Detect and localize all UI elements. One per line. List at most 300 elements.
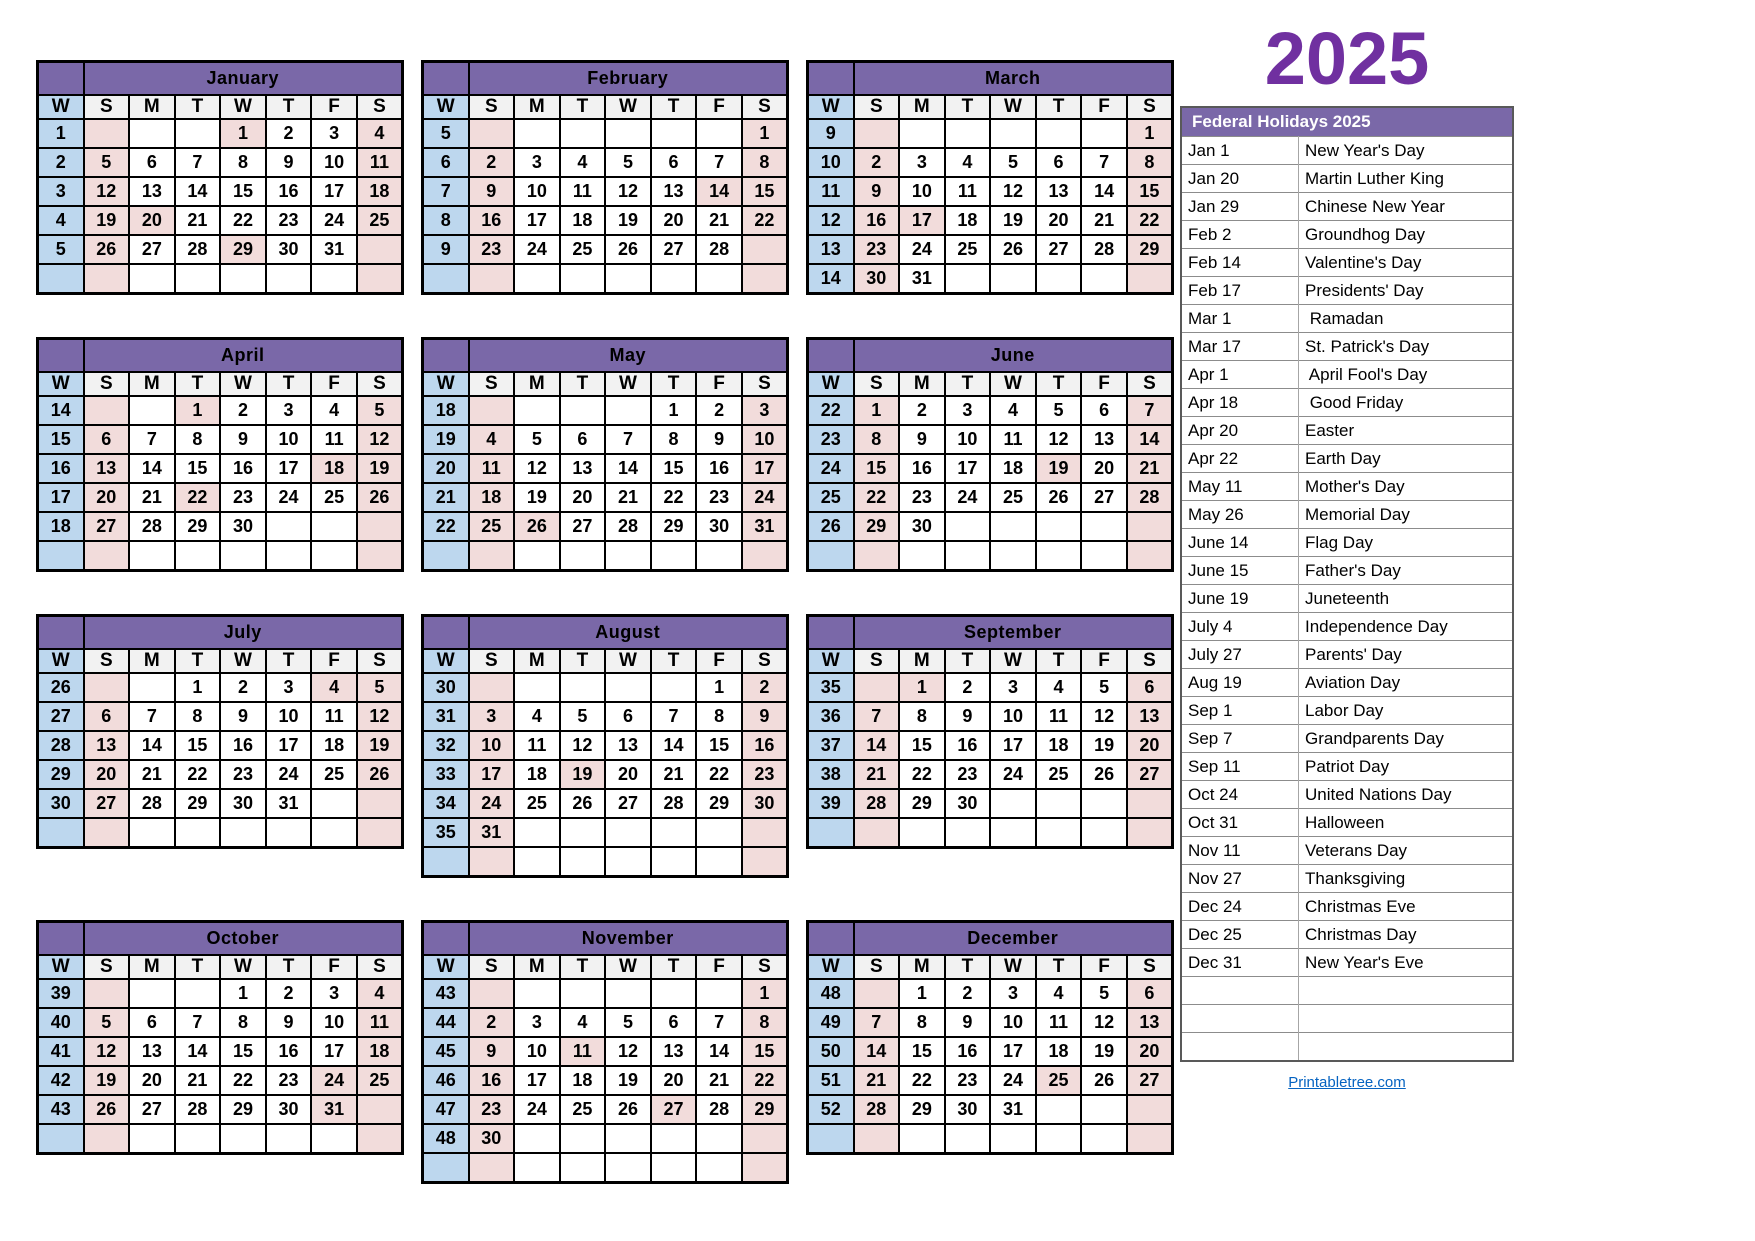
day-cell: 19 <box>84 206 130 235</box>
day-cell: 6 <box>129 1008 175 1037</box>
empty-day-cell <box>311 818 357 848</box>
day-cell: 19 <box>514 483 560 512</box>
day-cell: 2 <box>899 396 945 425</box>
holiday-name: Independence Day <box>1299 613 1514 641</box>
day-cell: 8 <box>175 425 221 454</box>
empty-day-cell <box>357 512 403 541</box>
day-cell: 26 <box>84 1095 130 1124</box>
day-cell: 21 <box>696 206 742 235</box>
day-cell: 4 <box>1036 673 1082 702</box>
day-header: T <box>560 95 606 119</box>
day-cell: 10 <box>514 1037 560 1066</box>
holiday-date: Nov 11 <box>1181 837 1299 865</box>
day-header: W <box>220 372 266 396</box>
day-cell: 31 <box>311 1095 357 1124</box>
week-row <box>423 396 788 425</box>
holiday-name: Earth Day <box>1299 445 1514 473</box>
empty-day-cell <box>696 541 742 571</box>
day-cell: 28 <box>696 1095 742 1124</box>
day-cell: 23 <box>469 1095 515 1124</box>
empty-day-cell <box>560 847 606 877</box>
day-cell: 8 <box>742 148 788 177</box>
day-header: F <box>311 649 357 673</box>
day-header: T <box>560 955 606 979</box>
day-cell: 23 <box>266 1066 312 1095</box>
day-cell: 23 <box>945 1066 991 1095</box>
week-number-cell: 25 <box>808 483 854 512</box>
week-number-cell: 35 <box>423 818 469 847</box>
day-cell: 25 <box>1036 1066 1082 1095</box>
day-cell: 11 <box>469 454 515 483</box>
day-cell: 14 <box>1081 177 1127 206</box>
day-cell: 1 <box>899 673 945 702</box>
week-number-cell: 42 <box>38 1066 84 1095</box>
empty-day-cell <box>560 264 606 294</box>
empty-day-cell <box>1036 818 1082 848</box>
empty-day-cell <box>84 119 130 148</box>
day-cell: 11 <box>990 425 1036 454</box>
empty-day-cell <box>266 541 312 571</box>
empty-day-cell <box>945 264 991 294</box>
day-cell: 4 <box>469 425 515 454</box>
day-cell: 9 <box>854 177 900 206</box>
holiday-row <box>1181 417 1513 445</box>
day-cell: 3 <box>945 396 991 425</box>
day-header: S <box>357 372 403 396</box>
day-cell: 21 <box>175 206 221 235</box>
empty-day-cell <box>357 818 403 848</box>
empty-day-cell <box>266 1124 312 1154</box>
week-row <box>38 425 403 454</box>
day-cell: 18 <box>990 454 1036 483</box>
empty-day-cell <box>899 1124 945 1154</box>
empty-day-cell <box>1036 541 1082 571</box>
week-row <box>423 1124 788 1153</box>
empty-day-cell <box>175 818 221 848</box>
day-cell: 16 <box>742 731 788 760</box>
empty-day-cell <box>220 264 266 294</box>
empty-day-cell <box>514 541 560 571</box>
week-row <box>423 235 788 264</box>
day-cell: 12 <box>84 1037 130 1066</box>
empty-day-cell <box>469 541 515 571</box>
week-number-cell: 18 <box>38 512 84 541</box>
day-header: T <box>175 955 221 979</box>
holiday-name: April Fool's Day <box>1299 361 1514 389</box>
holiday-row <box>1181 725 1513 753</box>
day-cell: 16 <box>945 1037 991 1066</box>
empty-day-cell <box>651 541 697 571</box>
day-header: F <box>1081 372 1127 396</box>
day-cell: 9 <box>945 702 991 731</box>
day-cell: 30 <box>266 235 312 264</box>
holiday-date: Aug 19 <box>1181 669 1299 697</box>
day-cell: 4 <box>311 673 357 702</box>
day-cell: 24 <box>990 760 1036 789</box>
holiday-date: May 26 <box>1181 501 1299 529</box>
day-cell: 9 <box>469 177 515 206</box>
holiday-row <box>1181 753 1513 781</box>
empty-day-cell <box>514 979 560 1008</box>
day-cell: 2 <box>696 396 742 425</box>
week-row <box>423 1037 788 1066</box>
holidays-panel <box>1180 17 1514 1092</box>
empty-day-cell <box>357 264 403 294</box>
day-header: M <box>129 649 175 673</box>
day-cell: 21 <box>651 760 697 789</box>
day-header-row <box>808 649 1173 673</box>
week-number-cell <box>38 541 84 571</box>
day-cell: 24 <box>514 1095 560 1124</box>
week-row <box>38 396 403 425</box>
day-cell: 7 <box>605 425 651 454</box>
week-row <box>423 454 788 483</box>
month-title-row <box>423 616 788 650</box>
month-title: January <box>84 62 403 96</box>
day-header: W <box>605 95 651 119</box>
day-cell: 13 <box>560 454 606 483</box>
empty-day-cell <box>357 541 403 571</box>
day-cell: 10 <box>311 1008 357 1037</box>
day-header: S <box>1127 372 1173 396</box>
day-cell: 22 <box>899 1066 945 1095</box>
empty-day-cell <box>990 818 1036 848</box>
day-cell: 16 <box>696 454 742 483</box>
day-cell: 15 <box>220 1037 266 1066</box>
week-number-cell: 5 <box>423 119 469 148</box>
week-row <box>423 731 788 760</box>
week-number-cell: 40 <box>38 1008 84 1037</box>
day-cell: 17 <box>311 177 357 206</box>
day-header: F <box>311 372 357 396</box>
day-cell: 18 <box>357 1037 403 1066</box>
day-header: M <box>514 955 560 979</box>
day-cell: 24 <box>514 235 560 264</box>
day-cell: 27 <box>129 235 175 264</box>
holiday-date: Apr 20 <box>1181 417 1299 445</box>
empty-day-cell <box>605 1153 651 1183</box>
day-cell: 8 <box>742 1008 788 1037</box>
day-cell: 14 <box>175 1037 221 1066</box>
month-title: May <box>469 339 788 373</box>
day-cell: 30 <box>742 789 788 818</box>
day-header: T <box>266 95 312 119</box>
day-cell: 20 <box>129 1066 175 1095</box>
empty-day-cell <box>84 979 130 1008</box>
day-cell: 22 <box>854 483 900 512</box>
day-cell: 13 <box>129 177 175 206</box>
empty-day-cell <box>854 119 900 148</box>
day-header: F <box>696 372 742 396</box>
month-title-corner <box>38 616 84 650</box>
week-number-cell: 4 <box>38 206 84 235</box>
empty-day-cell <box>696 1124 742 1153</box>
empty-day-cell <box>1127 818 1173 848</box>
day-cell: 24 <box>899 235 945 264</box>
day-cell: 1 <box>742 979 788 1008</box>
empty-day-cell <box>84 673 130 702</box>
day-header: W <box>220 649 266 673</box>
empty-day-cell <box>945 1124 991 1154</box>
day-cell: 15 <box>899 1037 945 1066</box>
day-cell: 13 <box>605 731 651 760</box>
day-cell: 25 <box>311 483 357 512</box>
day-cell: 17 <box>899 206 945 235</box>
week-number-cell: 49 <box>808 1008 854 1037</box>
month-april <box>36 337 404 572</box>
day-header: F <box>311 955 357 979</box>
holiday-name: Flag Day <box>1299 529 1514 557</box>
federal-holidays-table <box>1180 106 1514 1062</box>
day-cell: 29 <box>651 512 697 541</box>
holiday-date: Sep 7 <box>1181 725 1299 753</box>
day-cell: 17 <box>469 760 515 789</box>
day-cell: 7 <box>129 425 175 454</box>
day-cell: 14 <box>129 731 175 760</box>
holiday-date: Dec 31 <box>1181 949 1299 977</box>
holiday-name: New Year's Day <box>1299 137 1514 165</box>
empty-day-cell <box>1036 119 1082 148</box>
empty-day-cell <box>696 119 742 148</box>
week-number-cell: 34 <box>423 789 469 818</box>
empty-day-cell <box>175 264 221 294</box>
week-number-cell: 12 <box>808 206 854 235</box>
day-header: M <box>129 95 175 119</box>
day-cell: 28 <box>175 1095 221 1124</box>
day-cell: 29 <box>175 512 221 541</box>
week-row <box>423 673 788 702</box>
month-title-row <box>808 339 1173 373</box>
week-row <box>808 177 1173 206</box>
week-number-cell: 43 <box>423 979 469 1008</box>
day-cell: 14 <box>854 1037 900 1066</box>
day-cell: 23 <box>469 235 515 264</box>
empty-day-cell <box>560 818 606 847</box>
day-header: T <box>266 955 312 979</box>
week-row <box>423 512 788 541</box>
empty-day-cell <box>84 264 130 294</box>
empty-day-cell <box>990 264 1036 294</box>
day-cell: 16 <box>899 454 945 483</box>
month-june <box>806 337 1174 572</box>
day-cell: 13 <box>129 1037 175 1066</box>
week-row <box>808 979 1173 1008</box>
day-header: T <box>1036 955 1082 979</box>
holiday-name: Valentine's Day <box>1299 249 1514 277</box>
month-title-row <box>38 62 403 96</box>
day-header: S <box>1127 955 1173 979</box>
day-cell: 13 <box>1081 425 1127 454</box>
empty-day-cell <box>84 818 130 848</box>
week-row <box>38 731 403 760</box>
day-cell: 9 <box>696 425 742 454</box>
week-number-cell: 10 <box>808 148 854 177</box>
empty-day-cell <box>742 264 788 294</box>
week-row <box>808 512 1173 541</box>
day-cell: 10 <box>945 425 991 454</box>
day-header-row <box>423 372 788 396</box>
holiday-name: Thanksgiving <box>1299 865 1514 893</box>
day-cell: 11 <box>945 177 991 206</box>
week-number-cell: 50 <box>808 1037 854 1066</box>
holiday-empty-row <box>1181 977 1513 1005</box>
printabletree-link[interactable]: Printabletree.com <box>1288 1074 1406 1091</box>
day-header: F <box>696 649 742 673</box>
day-cell: 28 <box>651 789 697 818</box>
week-number-cell: 52 <box>808 1095 854 1124</box>
day-cell: 12 <box>560 731 606 760</box>
empty-day-cell <box>311 264 357 294</box>
day-cell: 7 <box>696 148 742 177</box>
day-cell: 12 <box>357 425 403 454</box>
holiday-name: Ramadan <box>1299 305 1514 333</box>
day-cell: 6 <box>651 1008 697 1037</box>
day-cell: 30 <box>220 512 266 541</box>
day-header: S <box>469 372 515 396</box>
day-cell: 7 <box>696 1008 742 1037</box>
day-header: F <box>1081 649 1127 673</box>
week-column-header: W <box>423 955 469 979</box>
day-cell: 14 <box>175 177 221 206</box>
holiday-date: Jan 20 <box>1181 165 1299 193</box>
week-row <box>38 789 403 818</box>
day-cell: 31 <box>990 1095 1036 1124</box>
holiday-name: Father's Day <box>1299 557 1514 585</box>
month-title-corner <box>808 616 854 650</box>
day-cell: 4 <box>357 979 403 1008</box>
empty-day-cell <box>357 1124 403 1154</box>
holiday-date: Feb 2 <box>1181 221 1299 249</box>
week-number-cell: 8 <box>423 206 469 235</box>
empty-day-cell <box>605 673 651 702</box>
day-cell: 18 <box>514 760 560 789</box>
day-header: S <box>742 649 788 673</box>
empty-day-cell <box>266 264 312 294</box>
empty-day-cell <box>311 512 357 541</box>
week-number-cell: 28 <box>38 731 84 760</box>
day-header: T <box>560 372 606 396</box>
day-cell: 4 <box>1036 979 1082 1008</box>
day-cell: 24 <box>742 483 788 512</box>
holiday-name: Juneteenth <box>1299 585 1514 613</box>
week-row <box>38 235 403 264</box>
day-cell: 27 <box>651 235 697 264</box>
day-header-row <box>38 649 403 673</box>
empty-day-cell <box>357 1095 403 1124</box>
day-header: M <box>899 649 945 673</box>
day-cell: 16 <box>220 454 266 483</box>
day-header-row <box>38 955 403 979</box>
day-cell: 11 <box>357 1008 403 1037</box>
week-number-cell <box>808 1124 854 1154</box>
day-cell: 21 <box>129 483 175 512</box>
day-cell: 4 <box>560 1008 606 1037</box>
day-cell: 29 <box>175 789 221 818</box>
day-cell: 30 <box>945 1095 991 1124</box>
empty-day-cell <box>357 235 403 264</box>
day-header: W <box>990 649 1036 673</box>
day-cell: 28 <box>1127 483 1173 512</box>
week-number-cell: 9 <box>423 235 469 264</box>
day-cell: 27 <box>129 1095 175 1124</box>
day-cell: 31 <box>266 789 312 818</box>
day-cell: 3 <box>990 673 1036 702</box>
month-title-row <box>808 922 1173 956</box>
day-cell: 19 <box>84 1066 130 1095</box>
day-cell: 13 <box>84 731 130 760</box>
day-cell: 13 <box>651 177 697 206</box>
day-cell: 26 <box>560 789 606 818</box>
week-row <box>38 1095 403 1124</box>
week-number-cell: 35 <box>808 673 854 702</box>
week-row <box>423 760 788 789</box>
week-column-header: W <box>423 649 469 673</box>
day-cell: 7 <box>1081 148 1127 177</box>
empty-day-cell <box>854 1124 900 1154</box>
day-cell: 3 <box>311 119 357 148</box>
day-cell: 25 <box>514 789 560 818</box>
holiday-name: Groundhog Day <box>1299 221 1514 249</box>
day-cell: 26 <box>1036 483 1082 512</box>
empty-day-cell <box>469 1153 515 1183</box>
day-cell: 27 <box>1081 483 1127 512</box>
day-cell: 26 <box>514 512 560 541</box>
day-header: T <box>560 649 606 673</box>
day-header: T <box>651 95 697 119</box>
empty-day-cell <box>84 1124 130 1154</box>
week-row <box>808 483 1173 512</box>
holiday-date: June 14 <box>1181 529 1299 557</box>
week-row <box>38 206 403 235</box>
empty-day-cell <box>605 979 651 1008</box>
holiday-date: Apr 1 <box>1181 361 1299 389</box>
empty-day-cell <box>899 818 945 848</box>
holiday-date: Apr 22 <box>1181 445 1299 473</box>
day-cell: 11 <box>1036 1008 1082 1037</box>
day-cell: 29 <box>899 1095 945 1124</box>
day-cell: 6 <box>84 425 130 454</box>
holiday-row <box>1181 361 1513 389</box>
empty-day-cell <box>605 264 651 294</box>
day-cell: 20 <box>651 206 697 235</box>
holiday-name: Presidents' Day <box>1299 277 1514 305</box>
week-number-cell: 29 <box>38 760 84 789</box>
day-cell: 4 <box>311 396 357 425</box>
empty-day-cell <box>220 818 266 848</box>
week-row <box>38 1066 403 1095</box>
day-cell: 28 <box>854 1095 900 1124</box>
empty-day-cell <box>651 1124 697 1153</box>
holiday-row <box>1181 501 1513 529</box>
day-cell: 26 <box>84 235 130 264</box>
week-number-cell: 48 <box>808 979 854 1008</box>
week-number-cell <box>38 264 84 294</box>
week-number-cell <box>808 541 854 571</box>
week-number-cell: 17 <box>38 483 84 512</box>
empty-day-cell <box>899 541 945 571</box>
day-header: S <box>84 649 130 673</box>
day-cell: 10 <box>266 702 312 731</box>
empty-day-cell <box>1081 119 1127 148</box>
day-cell: 15 <box>742 177 788 206</box>
day-cell: 2 <box>945 979 991 1008</box>
week-row <box>38 673 403 702</box>
day-cell: 23 <box>220 760 266 789</box>
week-row <box>38 454 403 483</box>
empty-day-cell <box>605 1124 651 1153</box>
day-cell: 30 <box>220 789 266 818</box>
day-cell: 10 <box>990 1008 1036 1037</box>
